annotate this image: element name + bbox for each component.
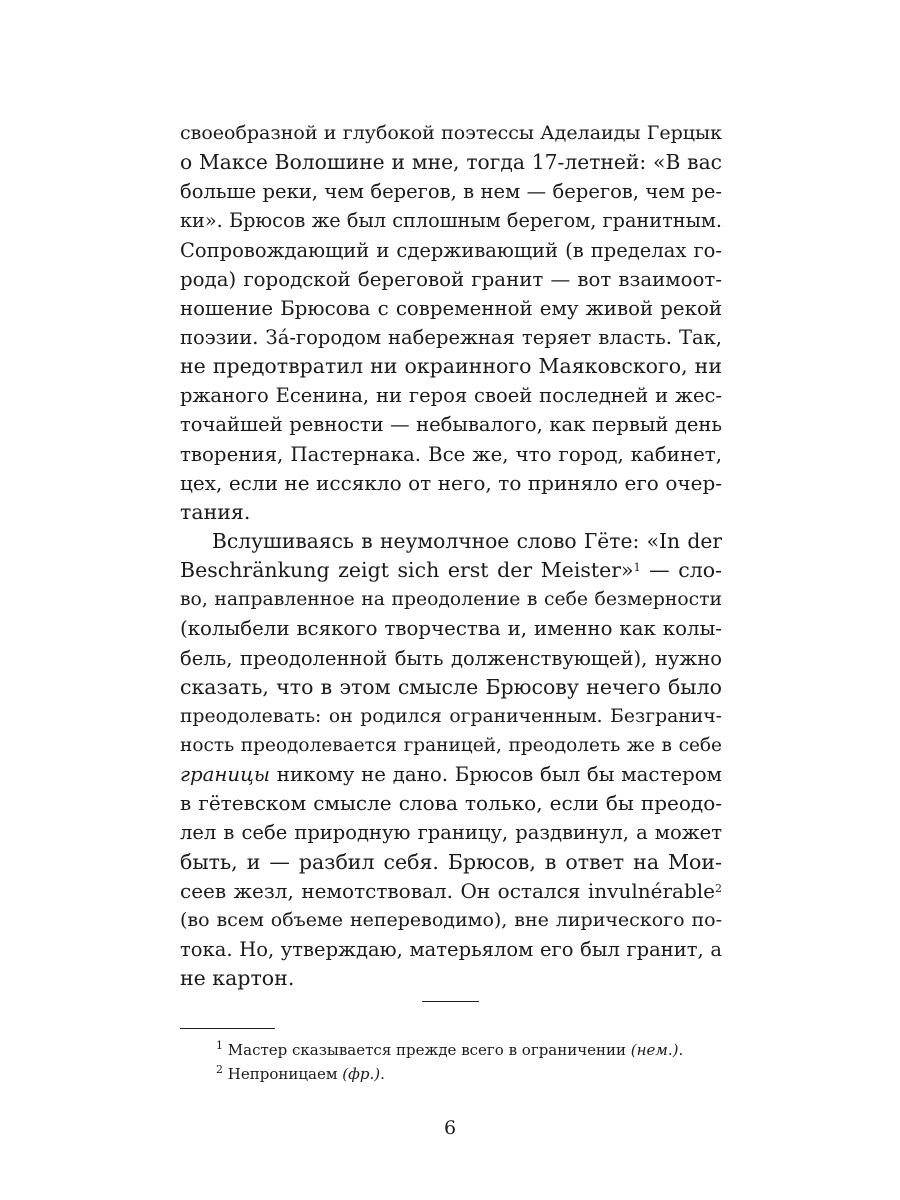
text-line: тока. Но, утверждаю, матерьялом его был гранит, а: [180, 937, 722, 961]
body-text: [180, 119, 722, 993]
text-fragment: сеев жезл, немотствовал. Он остался invulnérable: [180, 878, 715, 903]
text-fragment: Beschränkung zeigt sich erst der Meister»: [180, 558, 634, 583]
paragraph-first-line: Вслушиваясь в неумолчное слово Гёте: «In der: [212, 528, 722, 553]
text-line: в гётевском смысле слова только, если бы преодо-: [180, 791, 722, 816]
text-line: не картон.: [180, 966, 295, 991]
text-line: ки». Брюсов же был сплошным берегом, гранитным.: [180, 209, 722, 233]
text-line: (колыбели всякого творчества и, именно как колы-: [180, 617, 722, 641]
footnotes: [216, 1038, 683, 1086]
text-line: ржаного Есенина, ни героя своей последней и жес-: [180, 384, 722, 408]
text-line: Сопровождающий и сдерживающий (в пределах го-: [180, 238, 722, 262]
footnote-lang: (нем.): [630, 1041, 679, 1059]
text-line: преодолевать: он родился ограниченным. Безгранич-: [180, 705, 722, 727]
text-line: быть, и — разбил себя. Брюсов, в ответ на Мои-: [180, 849, 722, 874]
text-line: сказать, что в этом смысле Брюсову нечего было: [180, 674, 722, 699]
text-line: лел в себе природную границу, раздвинул, а может: [180, 821, 722, 845]
section-separator: [422, 1001, 479, 1002]
footnote-lang: (фр.): [342, 1065, 381, 1083]
text-line: бель, преодоленной быть долженствующей), нужно: [180, 646, 722, 670]
footnote-2: [216, 1062, 683, 1086]
text-line: творения, Пастернака. Все же, что город, кабинет,: [180, 442, 722, 466]
text-line: своеобразной и глубокой поэтессы Аделаиды Герцык: [180, 122, 722, 144]
text-line: рода) городской береговой гранит — вот взаимоот-: [180, 267, 722, 291]
text-fragment: никому не дано. Брюсов был бы мастером: [270, 763, 722, 787]
text-line: (во всем объеме непереводимо), вне лирического по-: [180, 908, 722, 931]
footnote-ref-2[interactable]: 2: [715, 881, 722, 895]
text-line: поэзии. За́-городом набережная теряет власть. Так,: [180, 325, 722, 349]
text-line: точайшей ревности — небывалого, как первый день: [180, 413, 722, 437]
text-line: [180, 877, 722, 906]
text-line: [180, 760, 722, 789]
text-line: о Максе Волошине и мне, тогда 17-летней: «В вас: [180, 150, 722, 175]
footnote-number: 2: [216, 1063, 223, 1076]
footnote-end: .: [678, 1041, 684, 1059]
footnote-text: Мастер сказывается прежде всего в ограничении: [223, 1041, 631, 1059]
text-line: ность преодолевается границей, преодолеть же в себе: [180, 734, 722, 756]
page-number: 6: [443, 1117, 457, 1139]
footnote-1: [216, 1038, 683, 1062]
footnote-rule: [180, 1028, 275, 1029]
text-line: [180, 556, 722, 585]
text-fragment: — сло-: [640, 558, 722, 583]
text-line: цех, если не иссякло от него, то приняло его очер-: [180, 470, 722, 495]
text-line: во, направленное на преодоление в себе безмерности: [180, 589, 722, 611]
footnote-end: .: [380, 1065, 385, 1083]
italic-word: границы: [180, 763, 270, 787]
text-line: не предотвратил ни окраинного Маяковского, ни: [180, 354, 722, 379]
footnote-ref-1[interactable]: 1: [633, 561, 641, 575]
text-line: тания.: [180, 499, 251, 524]
text-line: ношение Брюсова с современной ему живой рекой: [180, 296, 722, 320]
footnote-text: Непроницаем: [223, 1065, 343, 1083]
text-line: больше реки, чем берегов, в нем — берегов, чем ре-: [180, 180, 722, 204]
footnote-number: 1: [216, 1039, 223, 1052]
